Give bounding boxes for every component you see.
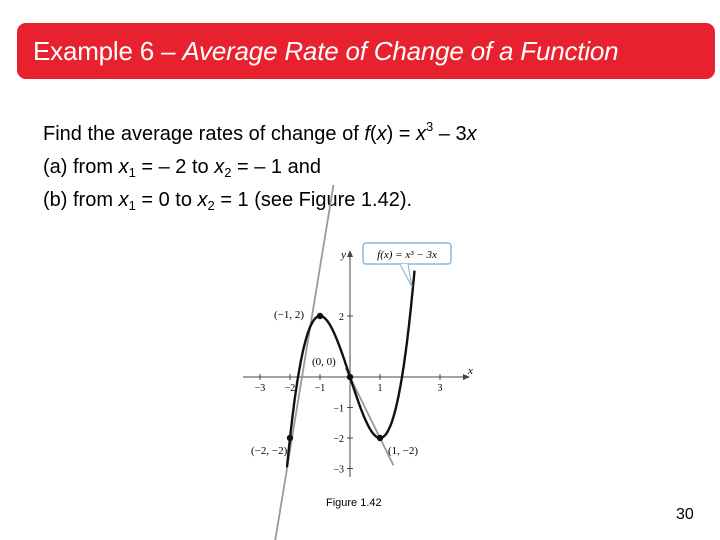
x-var: x <box>197 189 208 211</box>
page-number: 30 <box>676 506 694 523</box>
point-label: (0, 0) <box>312 356 336 368</box>
x-var: x <box>118 189 129 211</box>
subscript: 2 <box>207 198 215 213</box>
subscript: 2 <box>224 165 232 180</box>
y-tick-label: −3 <box>333 464 344 476</box>
y-tick-label: 2 <box>339 312 344 323</box>
data-point <box>287 435 293 441</box>
x-axis-label: x <box>468 365 473 377</box>
point-label: (−1, 2) <box>274 309 305 321</box>
x-var: x <box>466 123 477 145</box>
x-tick-label: 3 <box>437 383 443 394</box>
y-tick-label: −2 <box>333 434 344 445</box>
line3-prefix: (b) from <box>43 189 119 211</box>
minus-term: – 3 <box>433 123 467 145</box>
exponent: 3 <box>426 119 434 134</box>
x-var: x <box>214 156 225 178</box>
data-point <box>317 313 323 319</box>
line3-end: = 1 (see Figure 1.42). <box>214 189 413 211</box>
point-label: (−2, −2) <box>251 445 288 457</box>
title-prefix: Example 6 – <box>33 36 183 66</box>
line1-text: Find the average rates of change of <box>43 123 365 145</box>
x-tick-label: −2 <box>284 383 296 394</box>
subscript: 1 <box>128 198 136 213</box>
data-point <box>377 435 383 441</box>
line2-end: = – 1 and <box>231 156 321 178</box>
y-axis-arrow <box>347 250 353 257</box>
line3-mid: = 0 to <box>135 189 198 211</box>
x-tick-label: −3 <box>254 383 266 394</box>
x-var: x <box>416 123 427 145</box>
point-label: (1, −2) <box>388 445 419 457</box>
function-label-pointer <box>400 264 412 287</box>
line2-prefix: (a) from <box>43 156 119 178</box>
x-var: x <box>376 123 387 145</box>
f-symbol: f <box>364 123 370 145</box>
x-var: x <box>118 156 129 178</box>
x-tick-label: −1 <box>314 383 326 394</box>
x-tick-label: 1 <box>377 383 383 394</box>
function-label: f(x) = x³ − 3x <box>377 249 437 261</box>
y-axis-label: y <box>341 249 346 261</box>
line2-mid: = – 2 to <box>135 156 215 178</box>
figure-caption: Figure 1.42 <box>326 497 382 509</box>
data-point <box>347 374 353 380</box>
open-paren: ( <box>369 123 377 145</box>
title-emphasis: Average Rate of Change of a Function <box>182 36 619 66</box>
equals: ) = <box>386 123 417 145</box>
y-tick-label: −1 <box>333 403 344 415</box>
subscript: 1 <box>128 165 136 180</box>
